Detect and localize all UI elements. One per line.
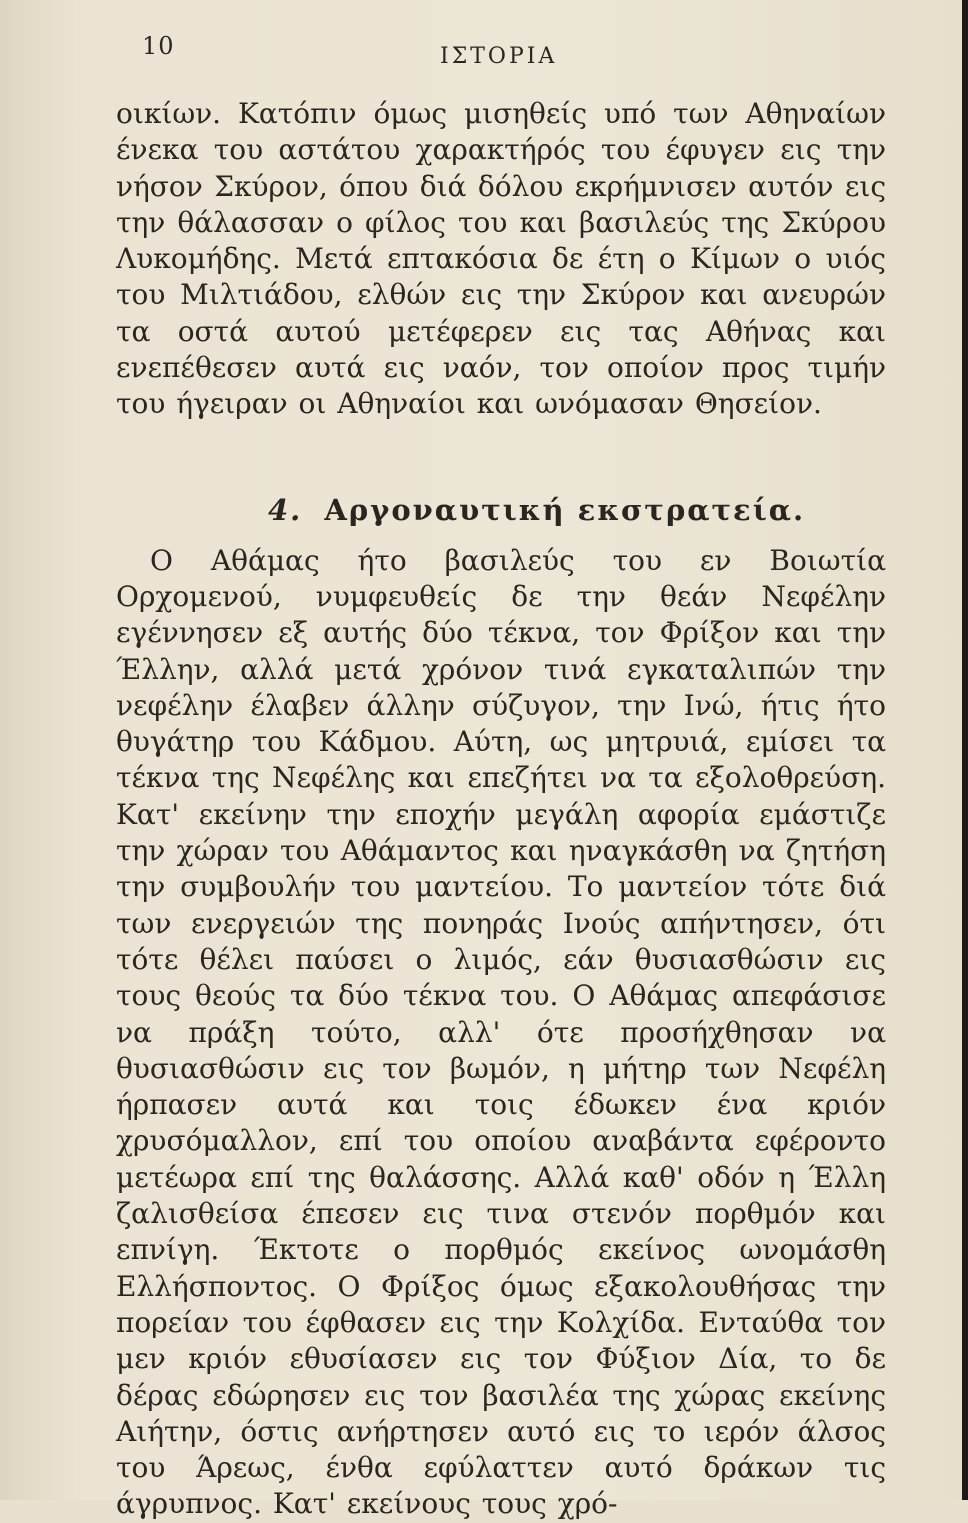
paragraph-argonauts: Ο Αθάμας ήτο βασιλεύς του εν Βοιωτία Ορχομενού, νυμφευθείς δε την θεάν Νεφέλην εγέννησεν εξ αυτής δύο τέκνα, τον Φρίξον και την Έλλην, αλλά μετά χρόνον τινά εγκαταλιπών την νεφέλην έλαβεν άλλην σύζυγον, την Ινώ, ήτις ήτο θυγάτηρ του Κάδμου. Αύτη, ως μητρυιά, εμίσει τα τέκνα της Νεφέλης και επεζήτει να τα εξολοθρεύση. Κατ' εκείνην την εποχήν μεγάλη αφορία εμάστιζε την χώραν του Αθάμαντος και ηναγκάσθη να ζητήση την συμβουλήν του μαντείου. Το μαντείον τότε διά των ενεργειών της πονηράς Ινούς απήντησεν, ότι τότε θέλει παύσει ο λιμός, εάν θυσιασθώσιν εις τους θεούς τα δύο τέκνα του. Ο Αθάμας απεφάσισε να πράξη τούτο, αλλ' ότε προσήχθησαν να θυσιασθώσιν εις τον βωμόν, η μήτηρ των Νεφέλη ήρπασεν αυτά και τοις έδωκεν ένα κριόν χρυσόμαλλον, επί του οποίου αναβάντα εφέροντο μετέωρα επί της θαλάσσης. Αλλά καθ' οδόν η Έλλη ζαλισθείσα έπεσεν εις τινα στενόν πορθμόν και επνίγη. Έκτοτε ο πορθμός εκείνος ωνομάσθη Ελλήσποντος. Ο Φρίξος όμως εξακολουθήσας την πορείαν του έφθασεν εις την Κολχίδα. Ενταύθα τον μεν κριόν εθυσίασεν εις τον Φύξιον Δία, το δε δέρας εδώρησεν εις τον βασιλέα της χώρας εκείνης Αιήτην, όστις ανήρτησεν αυτό εις το ιερόν άλσος του Άρεως, ένθα εφύλαττεν αυτό δράκων τις άγρυπνος. Κατ' εκείνους τους χρό- — [116, 543, 886, 1521]
section-heading — [116, 493, 886, 527]
page-edge-shadow — [962, 0, 968, 1500]
paragraph-theseus-ending: οικίων. Κατόπιν όμως μισηθείς υπό των Αθηναίων ένεκα του αστάτου χαρακτήρός του έφυγεν εις την νήσον Σκύρον, όπου διά δόλου εκρήμνισεν αυτόν εις την θάλασσαν ο φίλος του και βασιλεύς της Σκύρου Λυκομήδης. Μετά επτακόσια δε έτη ο Κίμων ο υιός του Μιλτιάδου, ελθών εις την Σκύρον και ανευρών τα οστά αυτού μετέφερεν εις τας Αθήνας και ενεπέθεσεν αυτά εις ναόν, τον οποίον προς τιμήν του ήγειραν οι Αθηναίοι και ωνόμασαν Θησείον. — [116, 97, 886, 421]
body-text — [116, 96, 886, 1523]
section-number: 4. — [268, 492, 303, 527]
section-title: Αργοναυτική εκστρατεία. — [324, 492, 806, 527]
page-number: 10 — [142, 32, 175, 60]
running-title: ΙΣΤΟΡΙΑ — [440, 44, 558, 69]
